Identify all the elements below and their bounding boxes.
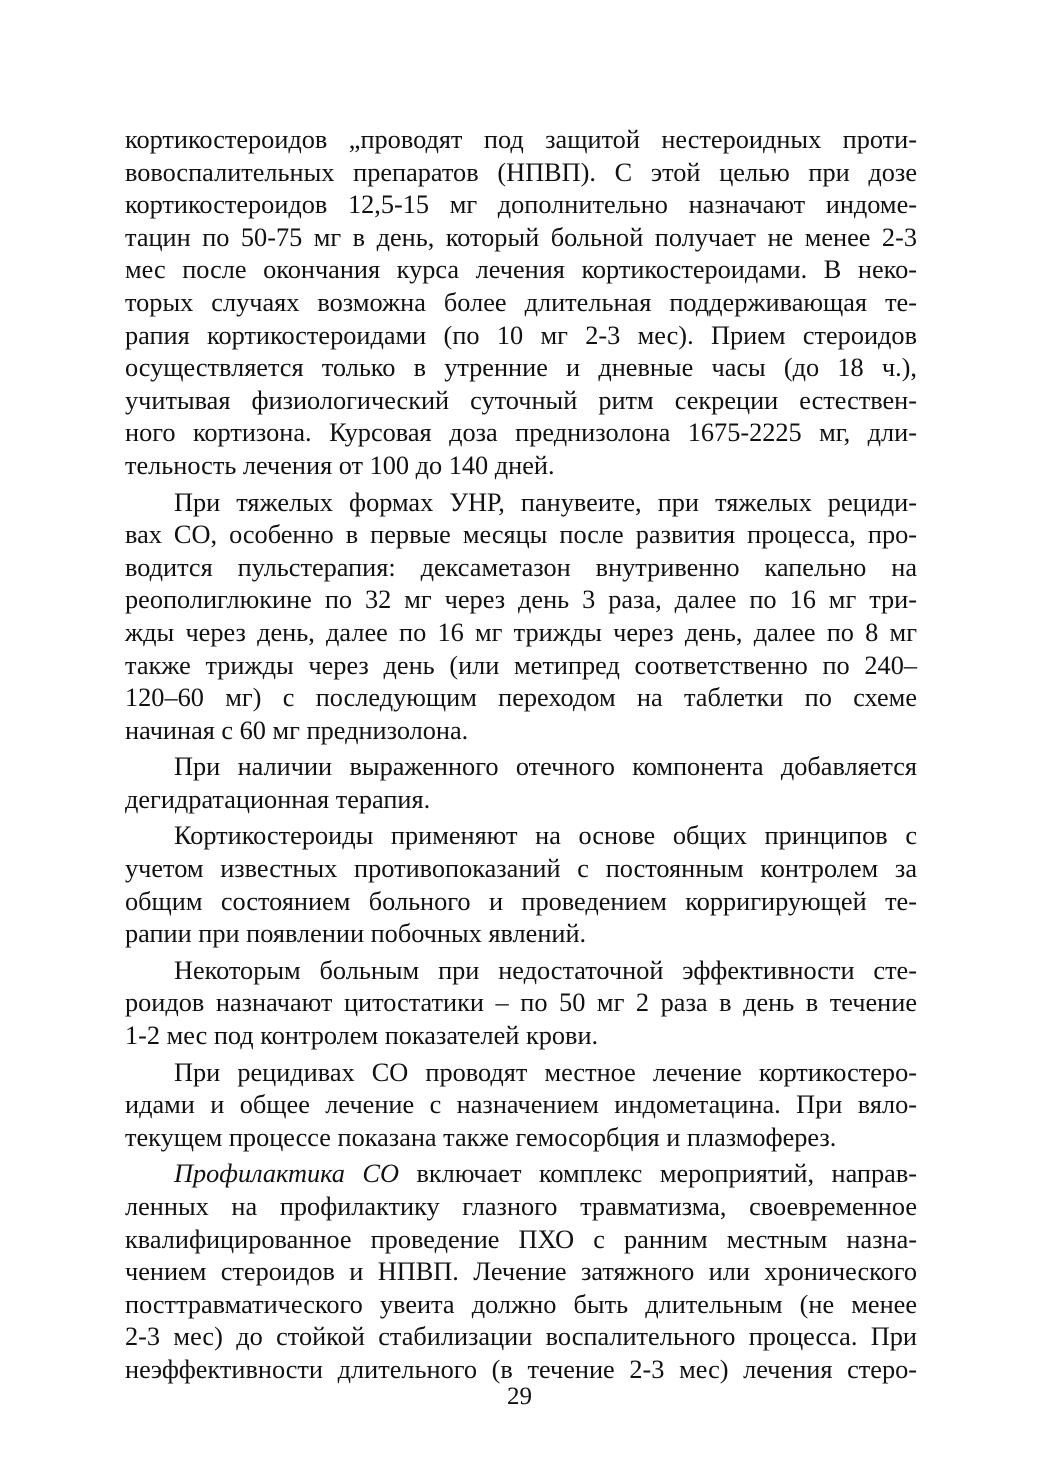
- text-line: 1-2 мес под контролем показателей крови.: [125, 1021, 599, 1051]
- paragraph-5: [125, 955, 917, 1053]
- page-body: [125, 124, 917, 1387]
- page-number: 29: [507, 1383, 532, 1410]
- text-line: учетом известных противопоказаний с постоянным контролем за: [125, 854, 917, 884]
- text-fragment: включает комплекс мероприятий, направ-: [398, 1159, 917, 1189]
- paragraph-1: [125, 124, 917, 483]
- text-line: рапии при появлении побочных явлений.: [125, 919, 587, 949]
- text-line: идами и общее лечение с назначением индометацина. При вяло-: [125, 1090, 917, 1120]
- text-line: тацин по 50-75 мг в день, который больной получает не менее 2-3: [125, 222, 917, 252]
- text-line: водится пульстерапия: дексаметазон внутривенно капельно на: [125, 552, 917, 582]
- text-line: рапия кортикостероидами (по 10 мг 2-3 мес). Прием стероидов: [125, 320, 917, 350]
- text-line: общим состоянием больного и проведением корригирующей те-: [125, 886, 917, 916]
- text-line: [125, 1158, 917, 1191]
- text-line: посттравматического увеита должно быть длительным (не менее: [125, 1289, 917, 1319]
- text-line: чением стероидов и НПВП. Лечение затяжного или хронического: [125, 1257, 917, 1287]
- text-line: дегидратационная терапия.: [125, 784, 431, 814]
- text-line: При тяжелых формах УНР, панувеите, при тяжелых рециди-: [174, 487, 917, 517]
- text-line: мес после окончания курса лечения кортикостероидами. В неко-: [125, 255, 917, 285]
- text-line: Некоторым больным при недостаточной эффективности сте-: [174, 955, 917, 985]
- paragraph-4: [125, 820, 917, 950]
- text-line: также трижды через день (или метипред соответственно по 240–: [125, 650, 917, 680]
- text-line: учитывая физиологический суточный ритм секреции естествен-: [125, 385, 917, 415]
- text-line: ленных на профилактику глазного травматизма, своевременное: [125, 1192, 917, 1221]
- text-line: реополиглюкине по 32 мг через день 3 раза, далее по 16 мг три-: [125, 585, 917, 615]
- text-line: 2-3 мес) до стойкой стабилизации воспалительного процесса. При: [125, 1322, 917, 1352]
- text-line: торых случаях возможна более длительная поддерживающая те-: [125, 287, 917, 317]
- paragraph-2: [125, 487, 917, 748]
- text-line: неэффективности длительного (в течение 2-3 мес) лечения стеро-: [125, 1354, 917, 1384]
- paragraph-6: [125, 1057, 917, 1155]
- text-line: вовоспалительных препаратов (НПВП). С этой целью при дозе: [125, 157, 917, 187]
- text-line: текущем процессе показана также гемосорбция и плазмоферез.: [125, 1122, 837, 1152]
- text-line: При рецидивах СО проводят местное лечение кортикостеро-: [174, 1057, 917, 1087]
- text-line: 120–60 мг) с последующим переходом на таблетки по схеме: [125, 683, 917, 713]
- text-line: ного кортизона. Курсовая доза преднизолона 1675-2225 мг, дли-: [125, 418, 917, 448]
- text-line: осуществляется только в утренние и дневные часы (до 18 ч.),: [125, 353, 917, 383]
- italic-heading: Профилактика СО: [174, 1159, 399, 1189]
- text-line: тельность лечения от 100 до 140 дней.: [125, 450, 555, 480]
- text-line: Кортикостероиды применяют на основе общих принципов с: [174, 821, 917, 851]
- paragraph-3: [125, 751, 917, 816]
- text-line: начиная с 60 мг преднизолона.: [125, 715, 469, 745]
- text-line: кортикостероидов 12,5-15 мг дополнительно назначают индоме-: [125, 190, 917, 220]
- text-line: При наличии выраженного отечного компонента добавляется: [174, 752, 917, 782]
- text-line: квалифицированное проведение ПХО с ранним местным назна-: [125, 1224, 917, 1254]
- text-line: кортикостероидов „проводят под защитой нестероидных проти-: [125, 125, 917, 154]
- text-line: роидов назначают цитостатики – по 50 мг 2 раза в день в течение: [125, 988, 917, 1018]
- paragraph-7: [125, 1158, 917, 1386]
- text-line: вах СО, особенно в первые месяцы после развития процесса, про-: [125, 520, 917, 550]
- text-line: жды через день, далее по 16 мг трижды через день, далее по 8 мг: [125, 617, 917, 647]
